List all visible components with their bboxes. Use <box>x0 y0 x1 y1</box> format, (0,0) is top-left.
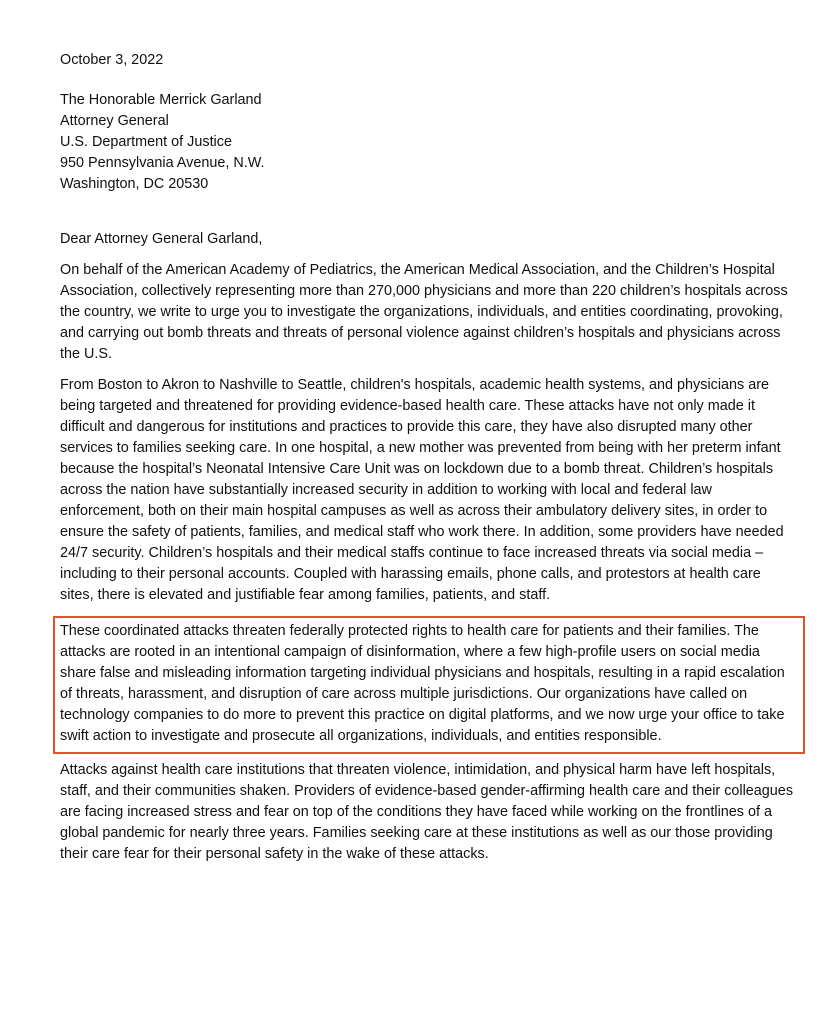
address-line-city: Washington, DC 20530 <box>60 176 209 192</box>
address-line-department: U.S. Department of Justice <box>60 134 232 150</box>
address-line-street: 950 Pennsylvania Avenue, N.W. <box>60 155 265 171</box>
letter-date: October 3, 2022 <box>60 52 164 68</box>
recipient-address <box>60 90 795 195</box>
address-line-name: The Honorable Merrick Garland <box>60 92 262 108</box>
paragraph-attacks: Attacks against health care institutions that threaten violence, intimidation, and physical harm have left hospitals, staff, and their communities shaken. Providers of evidence-based gender-affirming health care and their colleagues are facing increased stress and fear on top of the conditions they have faced while working on the frontlines of a global pandemic for nearly three years. Families seeking care at these institutions as well as our those providing their care fear for their personal safety in the wake of these attacks. <box>60 762 794 862</box>
highlighted-paragraph-box <box>53 616 805 754</box>
address-line-title: Attorney General <box>60 113 169 129</box>
paragraph-intro: On behalf of the American Academy of Pediatrics, the American Medical Association, and the Children’s Hospital Association, collectively representing more than 270,000 physicians and more than 220 children’s hospitals across the country, we write to urge you to investigate the organizations, individuals, and entities coordinating, provoking, and carrying out bomb threats and threats of personal violence against children’s hospitals and physicians across the U.S. <box>60 262 788 362</box>
salutation: Dear Attorney General Garland, <box>60 231 263 247</box>
paragraph-disinformation: These coordinated attacks threaten federally protected rights to health care for patients and their families. The attacks are rooted in an intentional campaign of disinformation, where a few high-profile users on social media share false and misleading information targeting individual physicians and hospitals, resulting in a rapid escalation of threats, harassment, and disruption of care across multiple jurisdictions. Our organizations have called on technology companies to do more to prevent this practice on digital platforms, and we now urge your office to take swift action to investigate and prosecute all organizations, individuals, and entities responsible. <box>60 623 785 744</box>
letter-page <box>60 50 795 875</box>
paragraph-threats: From Boston to Akron to Nashville to Seattle, children's hospitals, academic health systems, and physicians are being targeted and threatened for providing evidence-based health care. These attacks have not only made it difficult and dangerous for institutions and practices to provide this care, they have also disrupted many other services to families seeking care. In one hospital, a new mother was prevented from being with her preterm infant because the hospital’s Neonatal Intensive Care Unit was on lockdown due to a bomb threat. Children’s hospitals across the nation have substantially increased security in addition to working with local and federal law enforcement, both on their main hospital campuses as well as across their ambulatory delivery sites, in order to ensure the safety of patients, families, and medical staff who work there. In addition, some providers have needed 24/7 security. Children’s hospitals and their medical staffs continue to face increased threats via social media – including to their personal accounts. Coupled with harassing emails, phone calls, and protestors at health care sites, there is elevated and justifiable fear among families, patients, and staff. <box>60 377 784 603</box>
